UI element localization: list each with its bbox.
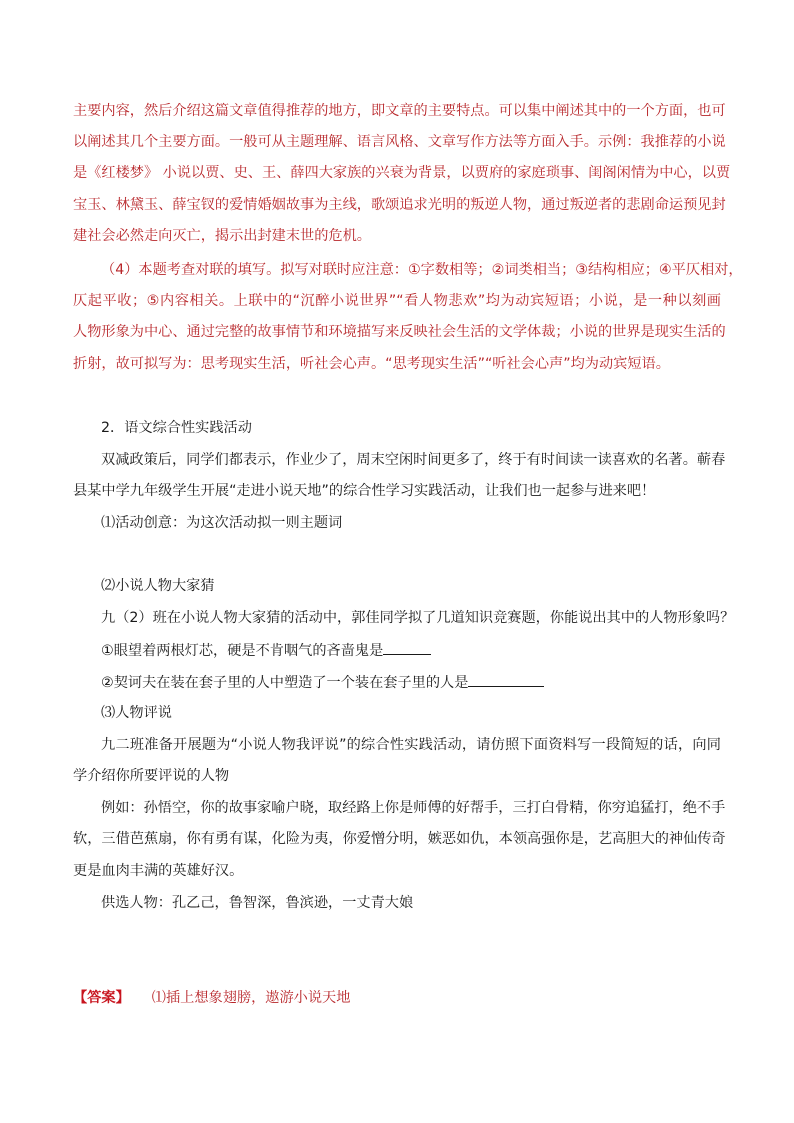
intro-line-1: 双减政策后，同学们都表示，作业少了，周末空闲时间更多了，终于有时间读一读喜欢的名著。蕲春 (101, 452, 726, 468)
answer-row (73, 988, 350, 1008)
answer-tag: 【答案】 (73, 990, 130, 1006)
answer-blank-2[interactable] (468, 672, 544, 687)
sub-question-2-desc: 九（2）班在小说人物大家猜的活动中，郭佳同学拟了几道知识竞赛题，你能说出其中的人物形象吗？ (101, 610, 735, 626)
example-line-2: 软，三借芭蕉扇，你有勇有谋，化险为夷，你爱憎分明，嫉恶如仇，本领高强你是，艺高胆大的神仙传奇 (73, 831, 726, 847)
quiz-item-2-text: ②契诃夫在装在套子里的人中塑造了一个装在套子里的人是 (101, 675, 469, 691)
answer-blank-1[interactable] (383, 640, 431, 655)
quiz-item-1 (101, 640, 431, 661)
sub-question-3-desc-1: 九二班准备开展题为“小说人物我评说”的综合性实践活动，请仿照下面资料写一段简短的话，向同 (101, 737, 721, 753)
answer-line-4: 宝玉、林黛玉、薛宝钗的爱情婚姻故事为主线，歌颂追求光明的叛逆人物，通过叛逆者的悲剧命运预见封 (73, 197, 726, 213)
answer-text: ⑴插上想象翅膀，遨游小说天地 (151, 990, 351, 1006)
answer-line-5: 建社会必然走向灭亡，揭示出封建末世的危机。 (73, 228, 371, 244)
answer4-line-2: 仄起平收；⑤内容相关。上联中的“沉醉小说世界”“看人物悲欢”均为动宾短语；小说，是一种以刻画 (73, 293, 721, 309)
example-line-3: 更是血肉丰满的英雄好汉。 (73, 863, 244, 879)
quiz-item-1-text: ①眼望着两根灯芯，硬是不肯咽气的吝啬鬼是 (101, 643, 384, 659)
intro-line-2: 县某中学九年级学生开展“走进小说天地”的综合性学习实践活动，让我们也一起参与进来吧！ (73, 483, 656, 499)
answer4-line-1: （4）本题考查对联的填写。拟写对联时应注意：①字数相等；②词类相当；③结构相应；④平仄相对， (101, 262, 743, 278)
answer-line-2: 以阐述其几个主要方面。一般可从主题理解、语言风格、文章写作方法等方面入手。示例：我推荐的小说 (73, 134, 726, 150)
sub-question-3-desc-2: 学介绍你所要评说的人物 (73, 768, 230, 784)
sub-question-3: ⑶人物评说 (101, 705, 172, 721)
quiz-item-2 (101, 672, 544, 693)
sub-question-1: ⑴活动创意：为这次活动拟一则主题词 (101, 515, 343, 531)
sub-question-2: ⑵小说人物大家猜 (101, 578, 215, 594)
example-line-1: 例如：孙悟空，你的故事家喻户晓，取经路上你是师傅的好帮手，三打白骨精，你穷追猛打，绝不手 (101, 800, 726, 816)
question-heading: 2．语文综合性实践活动 (101, 420, 252, 436)
answer4-line-3: 人物形象为中心、通过完整的故事情节和环境描写来反映社会生活的文学体裁；小说的世界是现实生活的 (73, 324, 726, 340)
candidate-characters: 供选人物：孔乙己，鲁智深，鲁滨逊，一丈青大娘 (101, 895, 414, 911)
answer4-line-4: 折射，故可拟写为：思考现实生活，听社会心声。“思考现实生活”“听社会心声”均为动宾短语。 (73, 356, 670, 372)
answer-line-3: 是《红楼梦》 小说以贾、史、王、薛四大家族的兴衰为背景，以贾府的家庭琐事、闺阁闲情为中心，以贾 (73, 165, 731, 181)
answer-line-1: 主要内容，然后介绍这篇文章值得推荐的地方，即文章的主要特点。可以集中阐述其中的一个方面，也可 (73, 103, 726, 119)
